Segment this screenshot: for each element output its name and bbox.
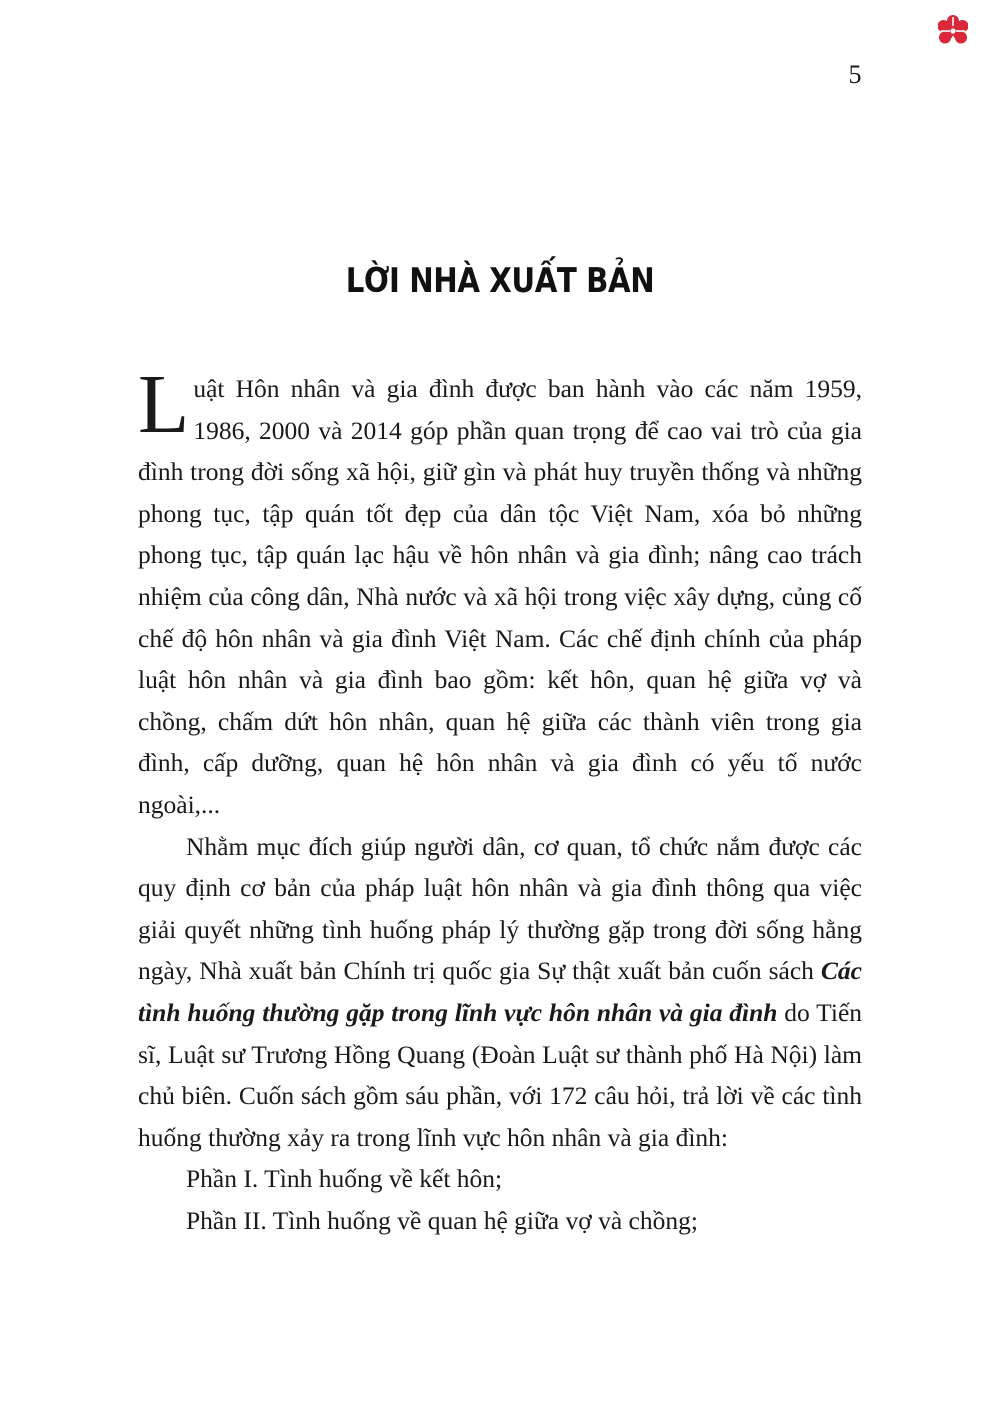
- preface-body: [138, 358, 863, 1241]
- preface-paragraph-1: [138, 358, 862, 826]
- page-title: LỜI NHÀ XUẤT BẢN: [345, 261, 655, 301]
- preface-paragraph-2: [138, 826, 862, 1159]
- part-list-item: Phần I. Tình huống về kết hôn;: [186, 1164, 503, 1194]
- paragraph-2-text-before: Nhằm mục đích giúp người dân, cơ quan, tổ chức nắm được các quy định cơ bản của pháp luật hôn nhân và gia đình thông qua việc giải quyết những tình huống pháp lý thường gặp trong đời sống hằng ngày, Nhà xuất bản Chính trị quốc gia Sự thật xuất bản cuốn sách: [138, 831, 862, 986]
- page-number: 5: [848, 60, 862, 89]
- paragraph-2-text-after: do Tiến sĩ, Luật sư Trương Hồng Quang (Đoàn Luật sư thành phố Hà Nội) làm chủ biên. Cuốn sách gồm sáu phần, với 172 câu hỏi, trả lời về các tình huống thường xảy ra trong lĩnh vực hôn nhân và gia đình:: [138, 997, 863, 1152]
- drop-cap: L: [138, 358, 190, 451]
- part-list-item: Phần II. Tình huống về quan hệ giữa vợ và chồng;: [186, 1205, 698, 1235]
- book-title: Các tình huống thường gặp trong lĩnh vực hôn nhân và gia đình: [138, 956, 862, 1027]
- paragraph-1-text: uật Hôn nhân và gia đình được ban hành vào các năm 1959, 1986, 2000 và 2014 góp phần quan trọng để cao vai trò của gia đình trong đời sống xã hội, giữ gìn và phát huy truyền thống và những phong tục, tập quán tốt đẹp của dân tộc Việt Nam, xóa bỏ những phong tục, tập quán lạc hậu về hôn nhân và gia đình; nâng cao trách nhiệm của công dân, Nhà nước và xã hội trong việc xây dựng, củng cố chế độ hôn nhân và gia đình Việt Nam. Các chế định chính của pháp luật hôn nhân và gia đình bao gồm: kết hôn, quan hệ giữa vợ và chồng, chấm dứt hôn nhân, quan hệ giữa các thành viên trong gia đình, cấp dưỡng, quan hệ hôn nhân và gia đình có yếu tố nước ngoài,...: [138, 374, 862, 819]
- publisher-logo-icon: [938, 14, 968, 48]
